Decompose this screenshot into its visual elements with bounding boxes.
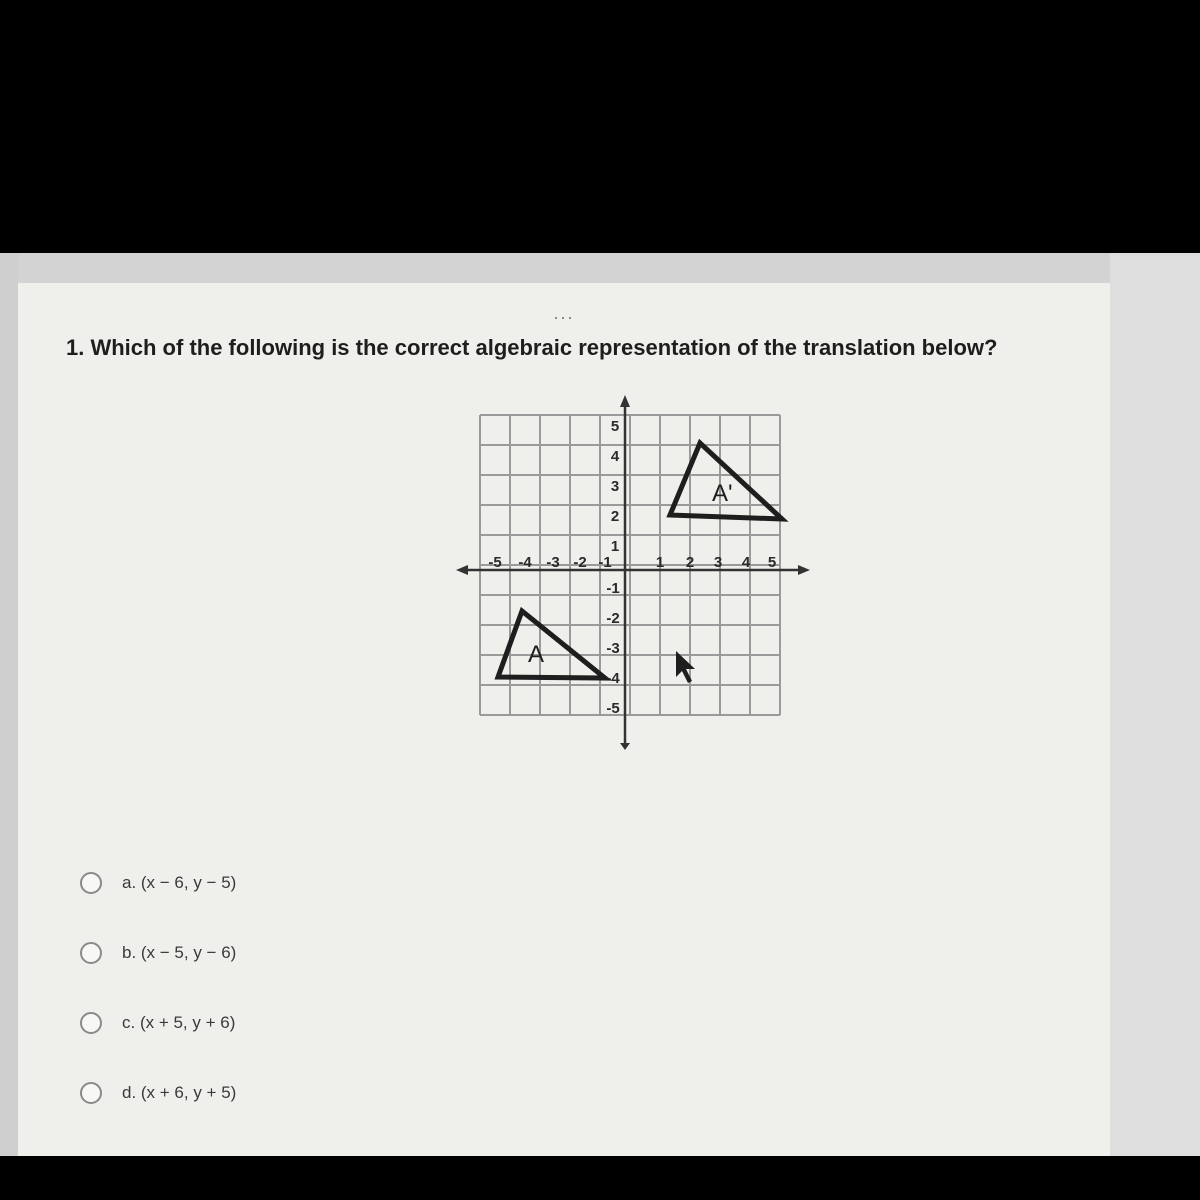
option-b-label: b. (x − 5, y − 6) [122, 943, 237, 962]
question-card [18, 283, 1110, 1156]
screen [0, 253, 1200, 1156]
y-tick-label: -5 [606, 700, 620, 717]
y-tick-label: 2 [610, 508, 620, 525]
triangle-a-prime-label: A' [712, 480, 733, 507]
radio-c[interactable] [80, 1012, 102, 1034]
x-tick-label: -2 [573, 554, 587, 571]
x-tick-label: -4 [518, 554, 532, 571]
option-c[interactable] [80, 1008, 236, 1038]
x-tick-label: 5 [767, 554, 777, 571]
more-options-icon[interactable]: ... [553, 303, 575, 323]
radio-b[interactable] [80, 942, 102, 964]
y-tick-label: 5 [610, 418, 620, 435]
y-tick-label: -3 [606, 640, 620, 657]
y-tick-label: -4 [606, 670, 620, 687]
x-tick-label: 2 [685, 554, 695, 571]
x-tick-label: -3 [546, 554, 560, 571]
option-d[interactable] [80, 1078, 236, 1108]
x-tick-label: 4 [741, 554, 751, 571]
axes [468, 407, 798, 745]
option-a-label: a. (x − 6, y − 5) [122, 873, 237, 892]
x-axis-arrow-right [798, 565, 810, 575]
y-tick-label: 4 [610, 448, 620, 465]
right-panel-edge [1110, 253, 1200, 1156]
left-panel-edge [0, 253, 18, 1156]
coordinate-grid-figure [450, 395, 810, 750]
answer-options [80, 868, 236, 1148]
x-tick-label: -1 [598, 554, 612, 571]
x-tick-label: 1 [655, 554, 665, 571]
y-tick-label: -2 [606, 610, 620, 627]
option-d-label: d. (x + 6, y + 5) [122, 1083, 237, 1102]
y-axis-arrow-up [620, 395, 630, 407]
triangle-a [498, 611, 605, 678]
y-tick-label: 3 [610, 478, 620, 495]
x-tick-label: 3 [713, 554, 723, 571]
x-tick-label: -5 [488, 554, 502, 571]
option-c-label: c. (x + 5, y + 6) [122, 1013, 236, 1032]
y-axis-arrow-down [620, 743, 630, 750]
option-b[interactable] [80, 938, 236, 968]
x-axis-arrow-left [456, 565, 468, 575]
option-a[interactable] [80, 868, 236, 898]
top-strip [18, 253, 1110, 283]
radio-d[interactable] [80, 1082, 102, 1104]
triangle-a-label: A [528, 641, 545, 668]
y-tick-label: 1 [610, 538, 620, 555]
question-text: 1. Which of the following is the correct algebraic representation of the translation below? [66, 335, 998, 360]
radio-a[interactable] [80, 872, 102, 894]
y-tick-label: -1 [606, 580, 620, 597]
